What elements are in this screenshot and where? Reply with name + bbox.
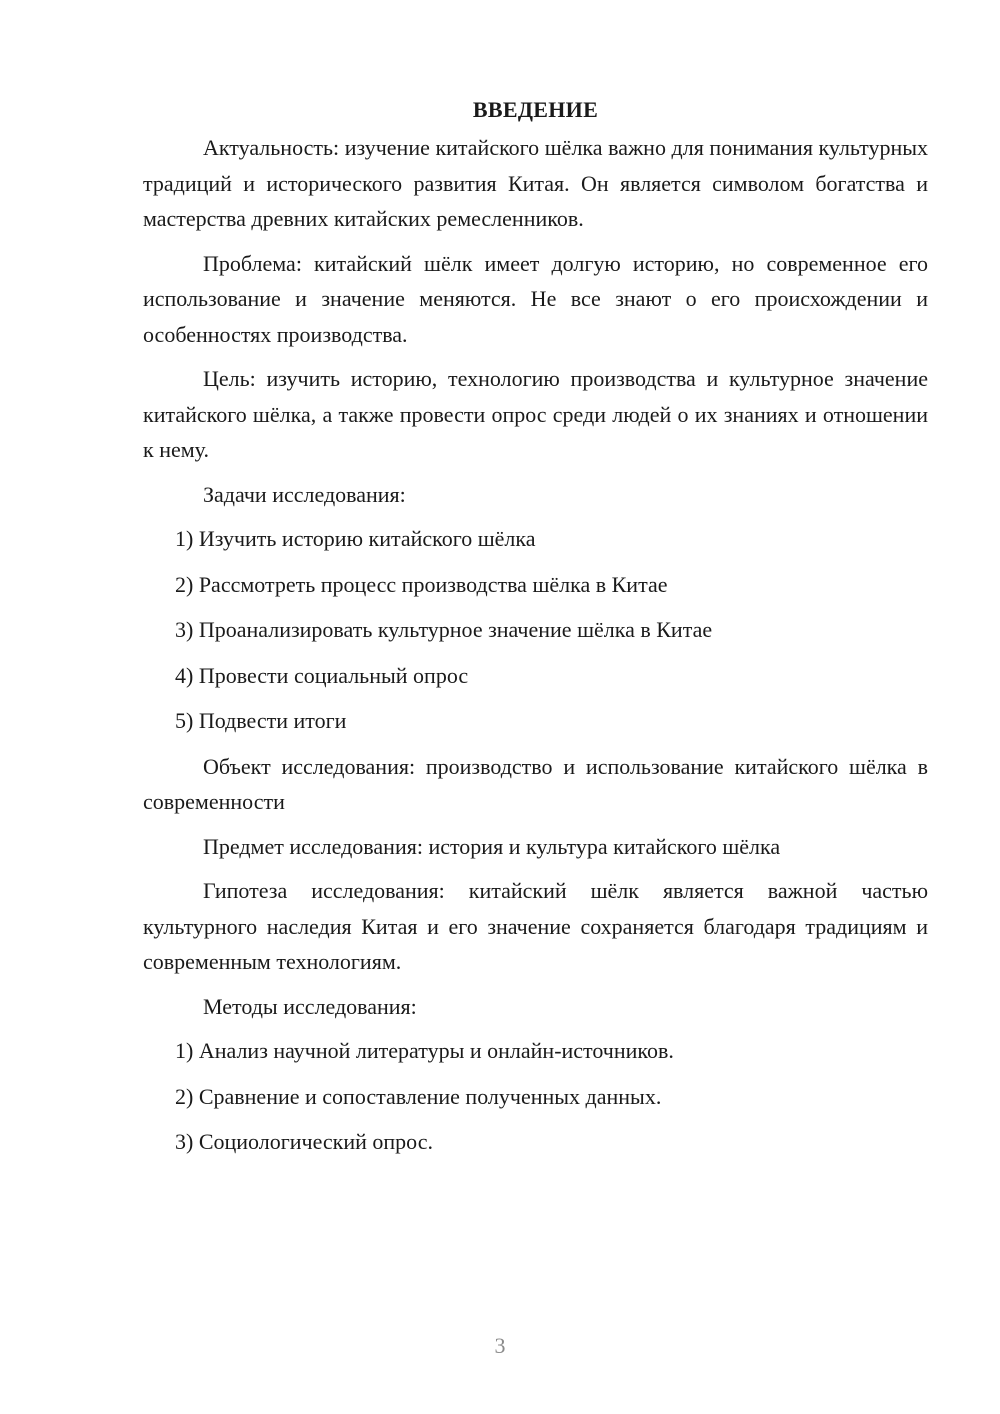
- list-item: 4) Провести социальный опрос: [175, 662, 469, 688]
- list-item: 3) Социологический опрос.: [175, 1129, 433, 1154]
- list-item: 2) Рассмотреть процесс производства шёлка в Китае: [175, 571, 668, 597]
- list-item: 2) Сравнение и сопоставление полученных данных.: [175, 1083, 662, 1109]
- list-item: 1) Анализ научной литературы и онлайн-источников.: [175, 1038, 674, 1063]
- relevance-paragraph: Актуальность: изучение китайского шёлка важно для понимания культурных традиций и исторического развития Китая. Он является символом богатства и мастерства древних китайских ремесленников.: [143, 135, 928, 231]
- subject-paragraph: Предмет исследования: история и культура китайского шёлка: [203, 833, 781, 859]
- tasks-heading: Задачи исследования:: [203, 481, 406, 507]
- list-item: 3) Проанализировать культурное значение шёлка в Китае: [175, 617, 713, 642]
- problem-paragraph: Проблема: китайский шёлк имеет долгую историю, но современное его использование и значение меняются. Не все знают о его происхождении и особенностях производства.: [143, 250, 928, 347]
- goal-paragraph: Цель: изучить историю, технологию производства и культурное значение китайского шёлка, а также провести опрос среди людей о их знаниях и отношении к нему.: [143, 366, 928, 462]
- document-page: [143, 92, 928, 1170]
- methods-heading: Методы исследования:: [203, 993, 417, 1019]
- section-title: ВВЕДЕНИЕ: [472, 97, 599, 122]
- object-paragraph: Объект исследования: производство и использование китайского шёлка в современности: [143, 753, 928, 814]
- tasks-list: [143, 521, 928, 739]
- page-number: 3: [494, 1333, 506, 1358]
- methods-list: [143, 1033, 928, 1160]
- list-item: 5) Подвести итоги: [175, 708, 347, 733]
- list-item: 1) Изучить историю китайского шёлка: [175, 526, 536, 551]
- hypothesis-paragraph: Гипотеза исследования: китайский шёлк является важной частью культурного наследия Китая и его значение сохраняется благодаря традициям и современным технологиям.: [143, 878, 928, 974]
